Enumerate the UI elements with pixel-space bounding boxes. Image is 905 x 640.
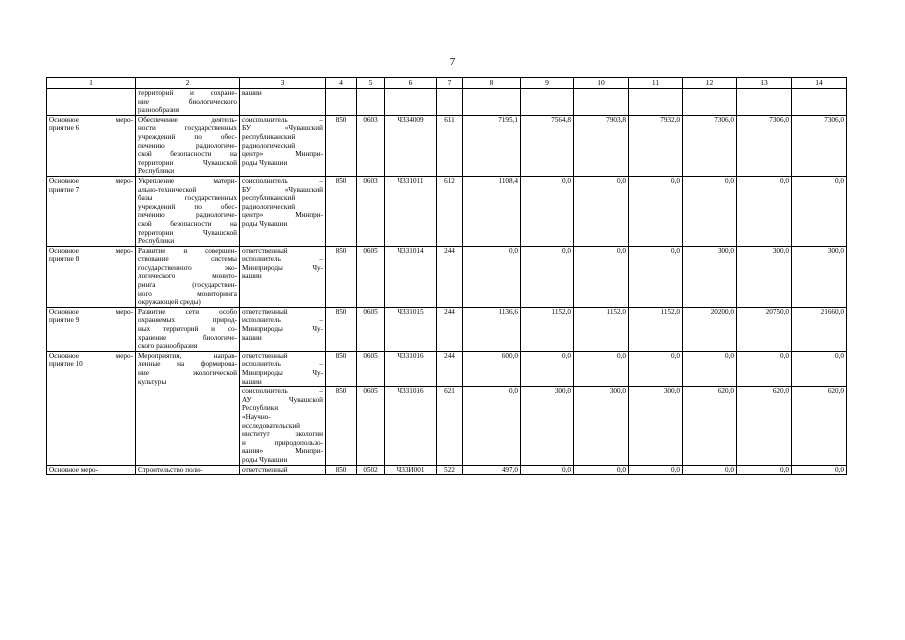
event-name-cell	[47, 115, 136, 176]
table-row	[47, 115, 847, 176]
target-code-cell: Ч33И001	[385, 465, 437, 475]
year-value-cell-10: 0,0	[574, 176, 629, 246]
executor-cell-line: вашии	[242, 377, 262, 386]
executor-cell	[240, 246, 326, 307]
event-description-cell-line: ально-технической	[138, 185, 197, 194]
executor-cell-line: исполнитель –	[242, 316, 323, 325]
target-code-cell: Ч331016	[385, 351, 437, 386]
year-value-cell-11: 1152,0	[629, 307, 683, 351]
year-value-cell-10: 1152,0	[574, 307, 629, 351]
event-description-cell-line: учреждений по обес-	[138, 202, 237, 211]
executor-cell-line: радиологический	[242, 141, 296, 150]
section-code-cell: 0603	[357, 176, 385, 246]
year-value-cell-11: 0,0	[629, 246, 683, 307]
executor-cell-line: соисполнитель –	[242, 387, 323, 396]
year-value-cell-11: 300,0	[629, 387, 683, 465]
executor-cell-line: вания» Минпри-	[242, 447, 323, 456]
executor-cell-line: соисполнитель –	[242, 115, 323, 124]
year-value-cell-14: 300,0	[792, 246, 847, 307]
executor-cell-line: БУ «Чувашский	[242, 185, 323, 194]
year-value-cell-9	[521, 89, 574, 116]
executor-cell-line: Минприроды Чу-	[242, 263, 323, 272]
target-code-cell: Ч334009	[385, 115, 437, 176]
expense-type-cell: 612	[437, 176, 463, 246]
year-value-cell-9: 0,0	[521, 176, 574, 246]
grbs-code-cell: 850	[326, 387, 357, 465]
event-description-cell-line: Республики	[138, 237, 175, 246]
event-description-cell-line: территорий и сохране-	[138, 89, 237, 97]
event-name-cell	[47, 246, 136, 307]
event-description-cell-line: ных территорий и со-	[138, 325, 237, 334]
executor-cell-line: «Научно-	[242, 412, 271, 421]
executor-cell-line: роды Чувашии	[242, 219, 288, 228]
page-number: 7	[449, 56, 456, 68]
grbs-code-cell: 850	[326, 176, 357, 246]
year-value-cell-12: 0,0	[683, 176, 737, 246]
year-value-cell-8: 0,0	[463, 246, 521, 307]
event-description-cell-line: Республики	[138, 167, 175, 176]
year-value-cell-14: 0,0	[792, 465, 847, 475]
year-value-cell-12: 7306,0	[683, 115, 737, 176]
event-description-cell-line: охраняемых природ-	[138, 316, 237, 325]
event-description-cell-line: ние биологического	[138, 97, 237, 106]
year-value-cell-13: 20750,0	[737, 307, 792, 351]
year-value-cell-14: 0,0	[792, 176, 847, 246]
expense-type-cell: 244	[437, 307, 463, 351]
year-value-cell-8: 600,0	[463, 351, 521, 386]
executor-cell-line: исследовательский	[242, 421, 301, 430]
year-value-cell-9: 300,0	[521, 387, 574, 465]
year-value-cell-13: 0,0	[737, 465, 792, 475]
executor-cell-line: АУ Чувашской	[242, 395, 323, 404]
header-cell-8: 8	[463, 78, 521, 89]
year-value-cell-8: 497,0	[463, 465, 521, 475]
header-cell-14: 14	[792, 78, 847, 89]
expense-type-cell: 621	[437, 387, 463, 465]
table-row	[47, 351, 847, 386]
event-description-cell-line: разнообразия	[138, 106, 180, 115]
year-value-cell-12: 0,0	[683, 351, 737, 386]
executor-cell-line: роды Чувашии	[242, 158, 288, 167]
event-description-cell-line: хранение биологиче-	[138, 333, 237, 342]
executor-cell-line: радиологический	[242, 202, 296, 211]
header-cell-3: 3	[240, 78, 326, 89]
header-cell-12: 12	[683, 78, 737, 89]
event-description-cell-line: ской безопасности на	[138, 150, 237, 159]
budget-table	[46, 77, 847, 475]
expense-type-cell	[437, 89, 463, 116]
header-cell-6: 6	[385, 78, 437, 89]
executor-cell-line: роды Чувашии	[242, 455, 288, 464]
grbs-code-cell: 850	[326, 465, 357, 475]
section-code-cell: 0605	[357, 246, 385, 307]
year-value-cell-13: 620,0	[737, 387, 792, 465]
year-value-cell-11: 0,0	[629, 465, 683, 475]
year-value-cell-10: 7903,8	[574, 115, 629, 176]
target-code-cell: Ч331015	[385, 307, 437, 351]
year-value-cell-12: 20200,0	[683, 307, 737, 351]
year-value-cell-9: 0,0	[521, 465, 574, 475]
event-name-cell	[47, 89, 136, 116]
event-description-cell	[136, 307, 240, 351]
executor-cell-line: Республики	[242, 404, 279, 413]
year-value-cell-14: 620,0	[792, 387, 847, 465]
executor-cell-line: исполнитель –	[242, 255, 323, 264]
year-value-cell-13: 0,0	[737, 351, 792, 386]
grbs-code-cell: 850	[326, 246, 357, 307]
event-description-cell	[136, 176, 240, 246]
year-value-cell-13: 7306,0	[737, 115, 792, 176]
event-description-cell-line: учреждений по обес-	[138, 132, 237, 141]
event-description-cell	[136, 246, 240, 307]
table-row	[47, 176, 847, 246]
event-description-cell	[136, 465, 240, 475]
header-cell-2: 2	[136, 78, 240, 89]
event-description-cell-line: Мероприятия, направ-	[138, 351, 237, 360]
year-value-cell-10: 300,0	[574, 387, 629, 465]
event-description-cell-line: Укрепление матери-	[138, 176, 237, 185]
header-cell-9: 9	[521, 78, 574, 89]
event-description-cell-line: Развитие сети особо	[138, 307, 237, 316]
year-value-cell-10: 0,0	[574, 246, 629, 307]
section-code-cell	[357, 89, 385, 116]
grbs-code-cell	[326, 89, 357, 116]
expense-type-cell: 522	[437, 465, 463, 475]
event-description-cell-line: ленные на формирова-	[138, 360, 237, 369]
year-value-cell-14: 7306,0	[792, 115, 847, 176]
year-value-cell-10: 0,0	[574, 465, 629, 475]
header-cell-4: 4	[326, 78, 357, 89]
executor-cell-line: Минприроды Чу-	[242, 325, 323, 334]
event-description-cell-line: ринга (государствен-	[138, 281, 237, 290]
executor-cell-line: ответственный	[242, 307, 288, 316]
executor-cell	[240, 89, 326, 116]
event-name-cell-line: Основное меро-	[49, 351, 133, 360]
year-value-cell-8	[463, 89, 521, 116]
event-description-cell-line: ного мониторинга	[138, 289, 237, 298]
event-description-cell-line: печению радиологиче-	[138, 141, 237, 150]
year-value-cell-14	[792, 89, 847, 116]
year-value-cell-11: 7932,0	[629, 115, 683, 176]
event-description-cell-line: ности государственных	[138, 124, 237, 133]
event-description-cell-line: культуры	[138, 377, 167, 386]
event-name-cell-line: Основное меро-	[49, 307, 133, 316]
table-row	[47, 465, 847, 475]
year-value-cell-13: 0,0	[737, 176, 792, 246]
year-value-cell-14: 21660,0	[792, 307, 847, 351]
event-description-cell-line: печению радиологиче-	[138, 211, 237, 220]
year-value-cell-12	[683, 89, 737, 116]
grbs-code-cell: 850	[326, 351, 357, 386]
executor-cell-line: республиканский	[242, 132, 296, 141]
event-description-cell	[136, 89, 240, 116]
year-value-cell-8: 1136,6	[463, 307, 521, 351]
year-value-cell-8: 7195,1	[463, 115, 521, 176]
year-value-cell-12: 620,0	[683, 387, 737, 465]
grbs-code-cell: 850	[326, 115, 357, 176]
event-name-cell-line: приятие 7	[49, 185, 80, 194]
executor-cell-line: и природопользо-	[242, 438, 323, 447]
header-cell-10: 10	[574, 78, 629, 89]
event-description-cell-line: ние экологической	[138, 369, 237, 377]
event-name-cell-line: приятие 10	[49, 360, 83, 369]
header-cell-7: 7	[437, 78, 463, 89]
event-description-cell-line: территории Чувашской	[138, 228, 237, 237]
header-row	[47, 78, 847, 89]
executor-cell	[240, 307, 326, 351]
target-code-cell: Ч331014	[385, 246, 437, 307]
header-cell-1: 1	[47, 78, 136, 89]
year-value-cell-12: 0,0	[683, 465, 737, 475]
expense-type-cell: 244	[437, 351, 463, 386]
year-value-cell-11: 0,0	[629, 351, 683, 386]
section-code-cell: 0605	[357, 387, 385, 465]
year-value-cell-13: 300,0	[737, 246, 792, 307]
year-value-cell-9: 0,0	[521, 246, 574, 307]
executor-cell	[240, 115, 326, 176]
event-description-cell	[136, 351, 240, 465]
executor-cell-line: вашии	[242, 272, 262, 281]
event-description-cell-line: логического монито-	[138, 272, 237, 281]
event-name-cell-line: приятие 9	[49, 316, 80, 325]
event-name-cell-line: приятие 6	[49, 124, 80, 133]
year-value-cell-12: 300,0	[683, 246, 737, 307]
event-description-cell-line: ствование системы	[138, 255, 237, 264]
target-code-cell: Ч331011	[385, 176, 437, 246]
executor-cell	[240, 465, 326, 475]
event-name-cell-line: Основное меро-	[49, 176, 133, 185]
table-row	[47, 246, 847, 307]
event-description-cell-line: базы государственных	[138, 194, 237, 203]
section-code-cell: 0603	[357, 115, 385, 176]
section-code-cell: 0605	[357, 351, 385, 386]
year-value-cell-11: 0,0	[629, 176, 683, 246]
year-value-cell-10: 0,0	[574, 351, 629, 386]
executor-cell-line: вашии	[242, 89, 262, 97]
event-name-cell-line: приятие 8	[49, 255, 80, 264]
executor-cell-line: вашии	[242, 333, 262, 342]
expense-type-cell: 244	[437, 246, 463, 307]
event-description-cell-line: государственного эко-	[138, 263, 237, 272]
year-value-cell-9: 7564,8	[521, 115, 574, 176]
executor-cell-line: центр» Минпри-	[242, 211, 323, 220]
executor-cell-line: институт экологии	[242, 430, 323, 439]
event-name-cell	[47, 351, 136, 465]
event-description-cell	[136, 115, 240, 176]
table-row	[47, 307, 847, 351]
year-value-cell-9: 0,0	[521, 351, 574, 386]
header-cell-13: 13	[737, 78, 792, 89]
year-value-cell-13	[737, 89, 792, 116]
year-value-cell-8: 0,0	[463, 387, 521, 465]
event-description-cell-line: окружающей среды)	[138, 298, 201, 307]
event-description-cell-line: ского разнообразия	[138, 342, 198, 351]
event-description-cell-line: ской безопасности на	[138, 219, 237, 228]
year-value-cell-14: 0,0	[792, 351, 847, 386]
executor-cell	[240, 176, 326, 246]
expense-type-cell: 611	[437, 115, 463, 176]
event-description-cell-line: Обеспечение деятель-	[138, 115, 237, 124]
event-name-cell-line: Основное меро-	[49, 246, 133, 255]
executor-cell-line: центр» Минпри-	[242, 150, 323, 159]
executor-cell-line: Минприроды Чу-	[242, 369, 323, 377]
header-cell-5: 5	[357, 78, 385, 89]
year-value-cell-10	[574, 89, 629, 116]
year-value-cell-9: 1152,0	[521, 307, 574, 351]
event-name-cell	[47, 307, 136, 351]
target-code-cell	[385, 89, 437, 116]
event-name-cell-line: Основное меро-	[49, 115, 133, 124]
executor-cell	[240, 351, 326, 386]
executor-cell-line: ответственный	[242, 465, 288, 474]
executor-cell-line: ответственный	[242, 351, 288, 360]
year-value-cell-11	[629, 89, 683, 116]
executor-cell-line: исполнитель –	[242, 360, 323, 369]
executor-cell-line: республиканский	[242, 194, 296, 203]
header-cell-11: 11	[629, 78, 683, 89]
target-code-cell: Ч331016	[385, 387, 437, 465]
grbs-code-cell: 850	[326, 307, 357, 351]
table-row	[47, 89, 847, 116]
executor-cell-line: соисполнитель –	[242, 176, 323, 185]
section-code-cell: 0605	[357, 307, 385, 351]
section-code-cell: 0502	[357, 465, 385, 475]
executor-cell-line: БУ «Чувашский	[242, 124, 323, 133]
event-name-cell	[47, 176, 136, 246]
event-description-cell-line: Развитие и совершен-	[138, 246, 237, 255]
event-name-cell-line: Основное меро-	[49, 465, 99, 474]
executor-cell	[240, 387, 326, 465]
event-name-cell	[47, 465, 136, 475]
year-value-cell-8: 1108,4	[463, 176, 521, 246]
event-description-cell-line: Строительство поли-	[138, 465, 203, 474]
executor-cell-line: ответственный	[242, 246, 288, 255]
event-description-cell-line: территории Чувашской	[138, 158, 237, 167]
